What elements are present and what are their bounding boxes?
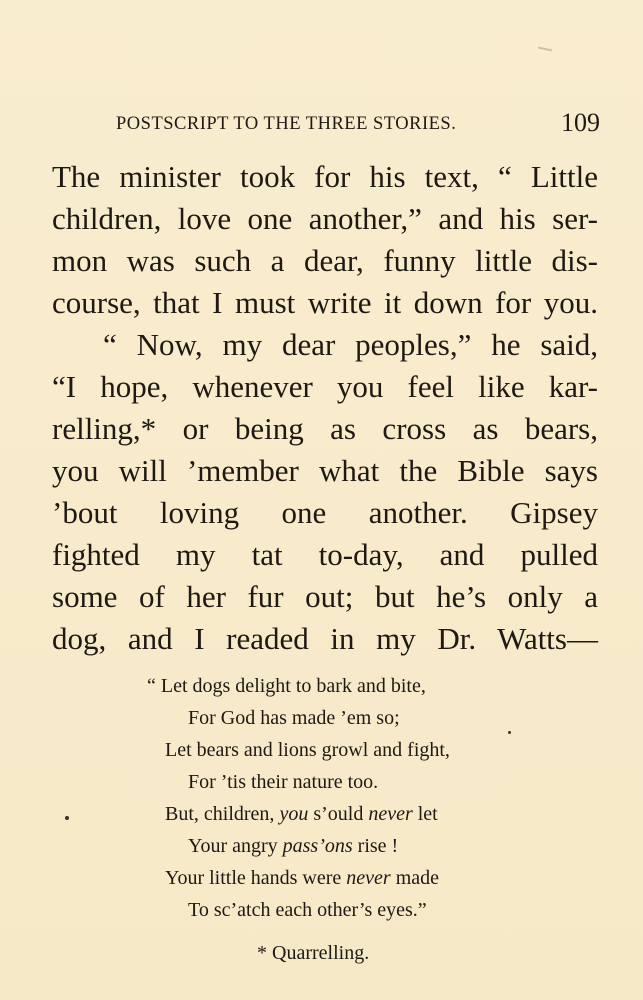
verse-line: For God has made ’em so; xyxy=(188,707,400,729)
paper-mark xyxy=(538,47,552,52)
verse-emphasis: pass’ons xyxy=(282,835,353,857)
footnote-text: Quarrelling. xyxy=(267,942,370,964)
ink-speck xyxy=(65,816,69,820)
verse-line xyxy=(165,866,439,890)
verse-emphasis: never xyxy=(346,867,391,889)
text-line: “ Now, my dear peoples,” he said, xyxy=(103,327,598,362)
footnote-marker: * xyxy=(257,942,267,964)
verse-line xyxy=(165,802,438,826)
text-line: some of her fur out; but he’s only a xyxy=(52,579,598,614)
text-line: ’bout loving one another. Gipsey xyxy=(52,495,598,530)
footnote xyxy=(257,942,369,965)
text-line: The minister took for his text, “ Little xyxy=(52,159,598,194)
text-line: mon was such a dear, funny little dis- xyxy=(52,243,598,278)
page-number: 109 xyxy=(561,108,600,137)
text-line: dog, and I readed in my Dr. Watts— xyxy=(52,621,598,656)
verse-text: let xyxy=(412,803,438,825)
page-header xyxy=(116,108,600,138)
verse-text: Your angry xyxy=(188,835,283,857)
text-line: “I hope, whenever you feel like kar- xyxy=(52,369,598,404)
text-line: children, love one another,” and his ser- xyxy=(52,201,598,236)
verse-line: For ’tis their nature too. xyxy=(188,771,379,793)
verse-text: made xyxy=(390,867,440,889)
text-line: relling,* or being as cross as bears, xyxy=(52,411,598,446)
verse-line xyxy=(188,834,398,858)
verse-text: Your little hands were xyxy=(165,867,347,889)
verse-text: But, children, xyxy=(165,803,280,825)
text-line: you will ’member what the Bible says xyxy=(52,453,598,488)
verse-emphasis: never xyxy=(368,803,413,825)
verse-emphasis: you xyxy=(279,803,309,825)
verse-line: Let bears and lions growl and fight, xyxy=(165,739,450,761)
ink-speck xyxy=(508,731,511,734)
text-line: fighted my tat to-day, and pulled xyxy=(52,537,598,572)
verse-text: s’ould xyxy=(308,803,369,825)
verse-line: To sc’atch each other’s eyes.” xyxy=(188,899,427,921)
text-line: course, that I must write it down for you. xyxy=(52,285,598,320)
verse-text: rise ! xyxy=(352,835,399,857)
running-head: POSTSCRIPT TO THE THREE STORIES. xyxy=(116,114,457,134)
verse-line: “ Let dogs delight to bark and bite, xyxy=(147,675,426,697)
